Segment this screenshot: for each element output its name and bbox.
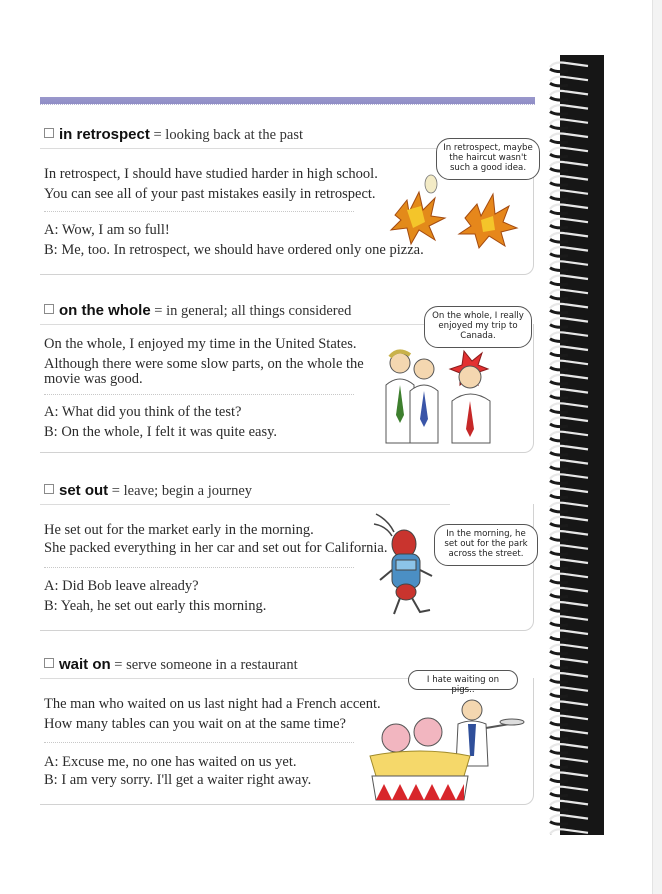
dialogue-line: B: I am very sorry. I'll get a waiter right away. xyxy=(44,772,312,788)
checkbox-icon xyxy=(44,304,54,314)
example-sentence: In retrospect, I should have studied harder in high school. xyxy=(44,166,378,182)
bubble-line: On the whole, I really xyxy=(432,311,524,321)
bubble-line: Canada. xyxy=(460,331,496,341)
bubble-line: enjoyed my trip to xyxy=(438,321,518,331)
waiter-and-pigs-icon xyxy=(360,696,530,804)
bubble-line: across the street. xyxy=(448,549,524,559)
speech-bubble xyxy=(408,670,518,695)
autumn-leaves-icon xyxy=(385,170,525,250)
example-sentence: movie was good. xyxy=(44,371,143,387)
divider xyxy=(44,742,354,743)
dialogue-line: A: Wow, I am so full! xyxy=(44,222,170,238)
entry-heading xyxy=(44,656,298,674)
entry-term: on the whole xyxy=(59,302,151,319)
entry-definition: = looking back at the past xyxy=(153,127,304,143)
checkbox-icon xyxy=(44,658,54,668)
divider xyxy=(44,567,354,568)
example-sentence: How many tables can you wait on at the same time? xyxy=(44,716,346,732)
entry-definition: = in general; all things considered xyxy=(154,303,352,319)
entry-heading xyxy=(44,482,252,500)
entry-definition: = leave; begin a journey xyxy=(111,483,253,499)
two-people-icon xyxy=(378,345,508,445)
entry-term: set out xyxy=(59,482,109,499)
dialogue-line: B: Me, too. In retrospect, we should have ordered only one pizza. xyxy=(44,242,424,258)
dialogue-line: A: What did you think of the test? xyxy=(44,404,242,420)
speech-bubble xyxy=(434,524,538,566)
divider xyxy=(44,394,354,395)
ant-with-backpack-icon xyxy=(370,510,440,618)
entry-heading xyxy=(44,126,303,144)
example-sentence: She packed everything in her car and set out for California. xyxy=(44,540,388,556)
example-sentence: The man who waited on us last night had a French accent. xyxy=(44,696,381,712)
dialogue-line: A: Excuse me, no one has waited on us yet. xyxy=(44,754,297,770)
entry-term: in retrospect xyxy=(59,126,150,143)
bubble-line: such a good idea. xyxy=(449,163,527,173)
entry-term: wait on xyxy=(59,656,111,673)
checkbox-icon xyxy=(44,484,54,494)
dialogue-line: B: On the whole, I felt it was quite easy. xyxy=(44,424,278,440)
bubble-line: In retrospect, maybe xyxy=(443,143,533,153)
example-sentence: Although there were some slow parts, on the whole the xyxy=(44,356,364,372)
checkbox-icon xyxy=(44,128,54,138)
header-accent-bar xyxy=(40,97,535,104)
scrollbar[interactable] xyxy=(652,0,662,894)
example-sentence: You can see all of your past mistakes easily in retrospect. xyxy=(44,186,376,202)
divider xyxy=(44,211,354,212)
dialogue-line: B: Yeah, he set out early this morning. xyxy=(44,598,267,614)
entry-definition: = serve someone in a restaurant xyxy=(114,657,298,673)
bubble-line: I hate waiting on pigs.. xyxy=(426,675,500,695)
bubble-line: the haircut wasn't xyxy=(449,153,527,163)
bubble-line: In the morning, he xyxy=(446,529,526,539)
bubble-line: set out for the park xyxy=(444,539,528,549)
speech-bubble xyxy=(424,306,532,348)
entry-heading xyxy=(44,302,351,320)
spiral-binding xyxy=(548,55,604,835)
example-sentence: On the whole, I enjoyed my time in the United States. xyxy=(44,336,357,352)
example-sentence: He set out for the market early in the morning. xyxy=(44,522,314,538)
header-divider xyxy=(40,104,535,105)
dialogue-line: A: Did Bob leave already? xyxy=(44,578,199,594)
